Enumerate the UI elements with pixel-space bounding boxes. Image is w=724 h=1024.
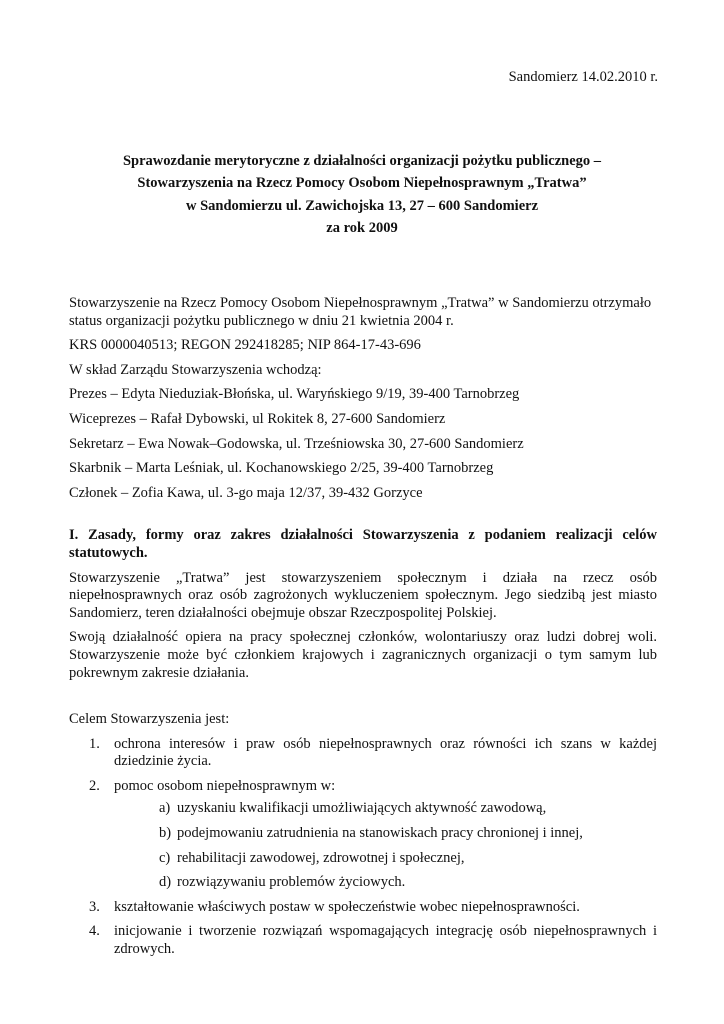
sub-list-item bbox=[159, 800, 657, 818]
document-title bbox=[60, 150, 664, 239]
sub-list-item bbox=[159, 825, 657, 843]
title-line-4: za rok 2009 bbox=[326, 219, 398, 236]
section-heading: I. Zasady, formy oraz zakres działalności Stowarzyszenia z podaniem realizacji celów statutowych. bbox=[69, 527, 657, 561]
list-item-text: inicjowanie i tworzenie rozwiązań wspomagających integrację osób niepełnosprawnych i zdrowych. bbox=[114, 923, 657, 958]
board-member: Wiceprezes – Rafał Dybowski, ul Rokitek 8, 27-600 Sandomierz bbox=[69, 410, 446, 427]
list-number: 3. bbox=[89, 898, 100, 915]
section-paragraph: Swoją działalność opiera na pracy społecznej członków, wolontariuszy oraz ludzi dobrej woli. Stowarzyszenie może być członkiem krajowych i zagranicznych organizacji o tym samym lub pokrewnym zakresie działania. bbox=[69, 629, 657, 681]
board-member: Prezes – Edyta Nieduziak-Błońska, ul. Waryńskiego 9/19, 39-400 Tarnobrzeg bbox=[69, 386, 520, 403]
document-date: Sandomierz 14.02.2010 r. bbox=[508, 69, 658, 85]
goals-list bbox=[69, 736, 657, 959]
list-item-text: kształtowanie właściwych postaw w społeczeństwie wobec niepełnosprawności. bbox=[114, 898, 580, 915]
goals-intro: Celem Stowarzyszenia jest: bbox=[69, 711, 230, 728]
sub-list-item-text: rozwiązywaniu problemów życiowych. bbox=[177, 874, 406, 891]
status-paragraph: Stowarzyszenie na Rzecz Pomocy Osobom Niepełnosprawnym „Tratwa” w Sandomierzu otrzymało status organizacji pożytku publicznego w dniu 21 kwietnia 2004 r. bbox=[69, 295, 652, 329]
sub-list-letter: d) bbox=[159, 874, 172, 891]
title-line-1: Sprawozdanie merytoryczne z działalności organizacji pożytku publicznego – bbox=[122, 153, 602, 169]
list-item bbox=[69, 923, 657, 958]
document-body bbox=[69, 295, 657, 966]
sub-list-item-text: podejmowaniu zatrudnienia na stanowiskach pracy chronionej i innej, bbox=[177, 825, 583, 842]
list-number: 4. bbox=[89, 923, 100, 940]
board-member: Sekretarz – Ewa Nowak–Godowska, ul. Trześniowska 30, 27-600 Sandomierz bbox=[69, 435, 524, 452]
list-item bbox=[69, 899, 657, 917]
board-member: Członek – Zofia Kawa, ul. 3-go maja 12/37, 39-432 Gorzyce bbox=[69, 484, 423, 501]
list-item bbox=[69, 736, 657, 771]
list-number: 1. bbox=[89, 735, 100, 752]
subgoals-list bbox=[114, 800, 657, 891]
list-number: 2. bbox=[89, 777, 100, 794]
sub-list-letter: b) bbox=[159, 825, 172, 842]
sub-list-item-text: rehabilitacji zawodowej, zdrowotnej i społecznej, bbox=[177, 849, 465, 866]
list-item-text: pomoc osobom niepełnosprawnym w: bbox=[114, 777, 336, 794]
title-line-3: w Sandomierzu ul. Zawichojska 13, 27 – 600 Sandomierz bbox=[185, 197, 539, 214]
section-paragraph: Stowarzyszenie „Tratwa” jest stowarzyszeniem społecznym i działa na rzecz osób niepełnosprawnych oraz osób zagrożonych wykluczeniem społecznym. Jego siedzibą jest miasto Sandomierz, teren działalności obejmuje obszar Rzeczpospolitej Polskiej. bbox=[69, 569, 657, 621]
sub-list-item bbox=[159, 874, 657, 892]
board-member: Skarbnik – Marta Leśniak, ul. Kochanowskiego 2/25, 39-400 Tarnobrzeg bbox=[69, 460, 494, 477]
sub-list-item-text: uzyskaniu kwalifikacji umożliwiających aktywność zawodową, bbox=[177, 800, 547, 817]
title-line-2: Stowarzyszenia na Rzecz Pomocy Osobom Niepełnosprawnym „Tratwa” bbox=[137, 175, 587, 192]
board-intro: W skład Zarządu Stowarzyszenia wchodzą: bbox=[69, 361, 322, 378]
sub-list-letter: a) bbox=[159, 800, 171, 817]
list-item bbox=[69, 778, 657, 892]
sub-list-letter: c) bbox=[159, 849, 171, 866]
sub-list-item bbox=[159, 850, 657, 868]
registration-ids: KRS 0000040513; REGON 292418285; NIP 864-17-43-696 bbox=[69, 337, 421, 354]
list-item-text: ochrona interesów i praw osób niepełnosprawnych oraz równości ich szans w każdej dziedzinie życia. bbox=[114, 735, 657, 770]
